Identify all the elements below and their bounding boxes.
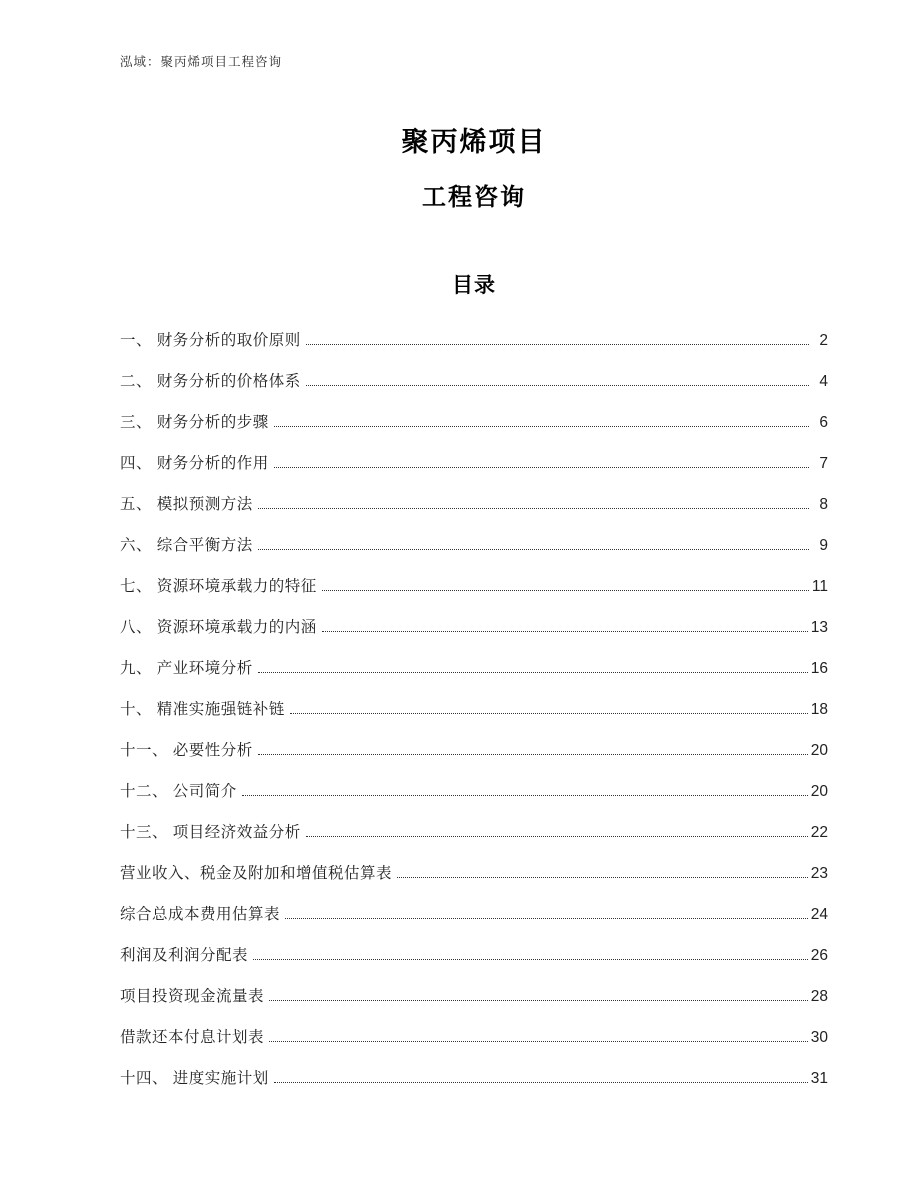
toc-entry-label: 利润及利润分配表	[120, 947, 249, 964]
toc-leader-dots	[242, 795, 808, 796]
toc-entry-page: 11	[811, 578, 828, 595]
toc-entry-label: 六、 综合平衡方法	[120, 537, 253, 554]
toc-heading: 目录	[452, 274, 496, 297]
toc-entry-label: 四、 财务分析的作用	[120, 455, 269, 472]
toc-entry-page: 18	[810, 701, 828, 718]
toc-list	[120, 320, 828, 1099]
toc-entry-page: 13	[810, 619, 828, 636]
toc-entry-page: 23	[810, 865, 828, 882]
toc-entry[interactable]	[120, 443, 828, 484]
document-title: 聚丙烯项目	[401, 127, 547, 157]
toc-leader-dots	[306, 836, 808, 837]
document-header-text: 泓域：聚丙烯项目工程咨询	[120, 55, 283, 69]
toc-entry-label: 借款还本付息计划表	[120, 1029, 265, 1046]
toc-leader-dots	[290, 713, 808, 714]
toc-entry[interactable]	[120, 894, 828, 935]
toc-entry[interactable]	[120, 935, 828, 976]
toc-leader-dots	[322, 590, 809, 591]
toc-entry-page: 26	[810, 947, 828, 964]
toc-entry-label: 十四、 进度实施计划	[120, 1070, 269, 1087]
toc-leader-dots	[306, 385, 809, 386]
toc-entry-label: 营业收入、税金及附加和增值税估算表	[120, 865, 393, 882]
toc-entry-page: 28	[810, 988, 828, 1005]
toc-entry-label: 八、 资源环境承载力的内涵	[120, 619, 317, 636]
toc-leader-dots	[258, 549, 809, 550]
toc-entry[interactable]	[120, 1017, 828, 1058]
toc-leader-dots	[274, 467, 809, 468]
toc-entry[interactable]	[120, 484, 828, 525]
toc-entry[interactable]	[120, 566, 828, 607]
toc-entry-label: 十、 精准实施强链补链	[120, 701, 285, 718]
toc-leader-dots	[274, 426, 809, 427]
toc-entry-label: 十二、 公司简介	[120, 783, 237, 800]
toc-entry[interactable]	[120, 402, 828, 443]
toc-entry[interactable]	[120, 976, 828, 1017]
toc-entry-page: 7	[819, 455, 828, 472]
toc-entry-page: 30	[810, 1029, 828, 1046]
toc-entry-page: 9	[819, 537, 828, 554]
toc-entry[interactable]	[120, 361, 828, 402]
toc-entry-label: 五、 模拟预测方法	[120, 496, 253, 513]
toc-entry[interactable]	[120, 607, 828, 648]
toc-entry-page: 31	[810, 1070, 828, 1087]
toc-entry-label: 七、 资源环境承载力的特征	[120, 578, 317, 595]
toc-entry-page: 6	[819, 414, 828, 431]
toc-leader-dots	[306, 344, 809, 345]
toc-entry[interactable]	[120, 771, 828, 812]
toc-entry-label: 三、 财务分析的步骤	[120, 414, 269, 431]
toc-leader-dots	[258, 672, 808, 673]
toc-entry-label: 十三、 项目经济效益分析	[120, 824, 301, 841]
toc-entry-label: 项目投资现金流量表	[120, 988, 265, 1005]
toc-entry[interactable]	[120, 853, 828, 894]
toc-entry-page: 4	[819, 373, 828, 390]
toc-entry-page: 8	[819, 496, 828, 513]
toc-leader-dots	[269, 1041, 808, 1042]
toc-entry-page: 20	[810, 783, 828, 800]
toc-leader-dots	[258, 754, 808, 755]
toc-entry-label: 综合总成本费用估算表	[120, 906, 281, 923]
toc-entry-page: 22	[810, 824, 828, 841]
toc-leader-dots	[285, 918, 808, 919]
toc-entry-label: 二、 财务分析的价格体系	[120, 373, 301, 390]
toc-entry-page: 24	[810, 906, 828, 923]
toc-leader-dots	[274, 1082, 808, 1083]
toc-entry[interactable]	[120, 648, 828, 689]
toc-entry-label: 一、 财务分析的取价原则	[120, 332, 301, 349]
toc-entry[interactable]	[120, 812, 828, 853]
toc-entry[interactable]	[120, 1058, 828, 1099]
toc-leader-dots	[253, 959, 808, 960]
toc-leader-dots	[397, 877, 808, 878]
toc-entry-page: 2	[819, 332, 828, 349]
toc-entry-page: 20	[810, 742, 828, 759]
toc-leader-dots	[258, 508, 809, 509]
toc-leader-dots	[269, 1000, 808, 1001]
toc-entry[interactable]	[120, 320, 828, 361]
toc-entry-page: 16	[810, 660, 828, 677]
toc-entry[interactable]	[120, 730, 828, 771]
toc-leader-dots	[322, 631, 808, 632]
toc-entry-label: 十一、 必要性分析	[120, 742, 253, 759]
toc-entry[interactable]	[120, 525, 828, 566]
document-subtitle: 工程咨询	[422, 184, 526, 211]
toc-entry-label: 九、 产业环境分析	[120, 660, 253, 677]
toc-entry[interactable]	[120, 689, 828, 730]
